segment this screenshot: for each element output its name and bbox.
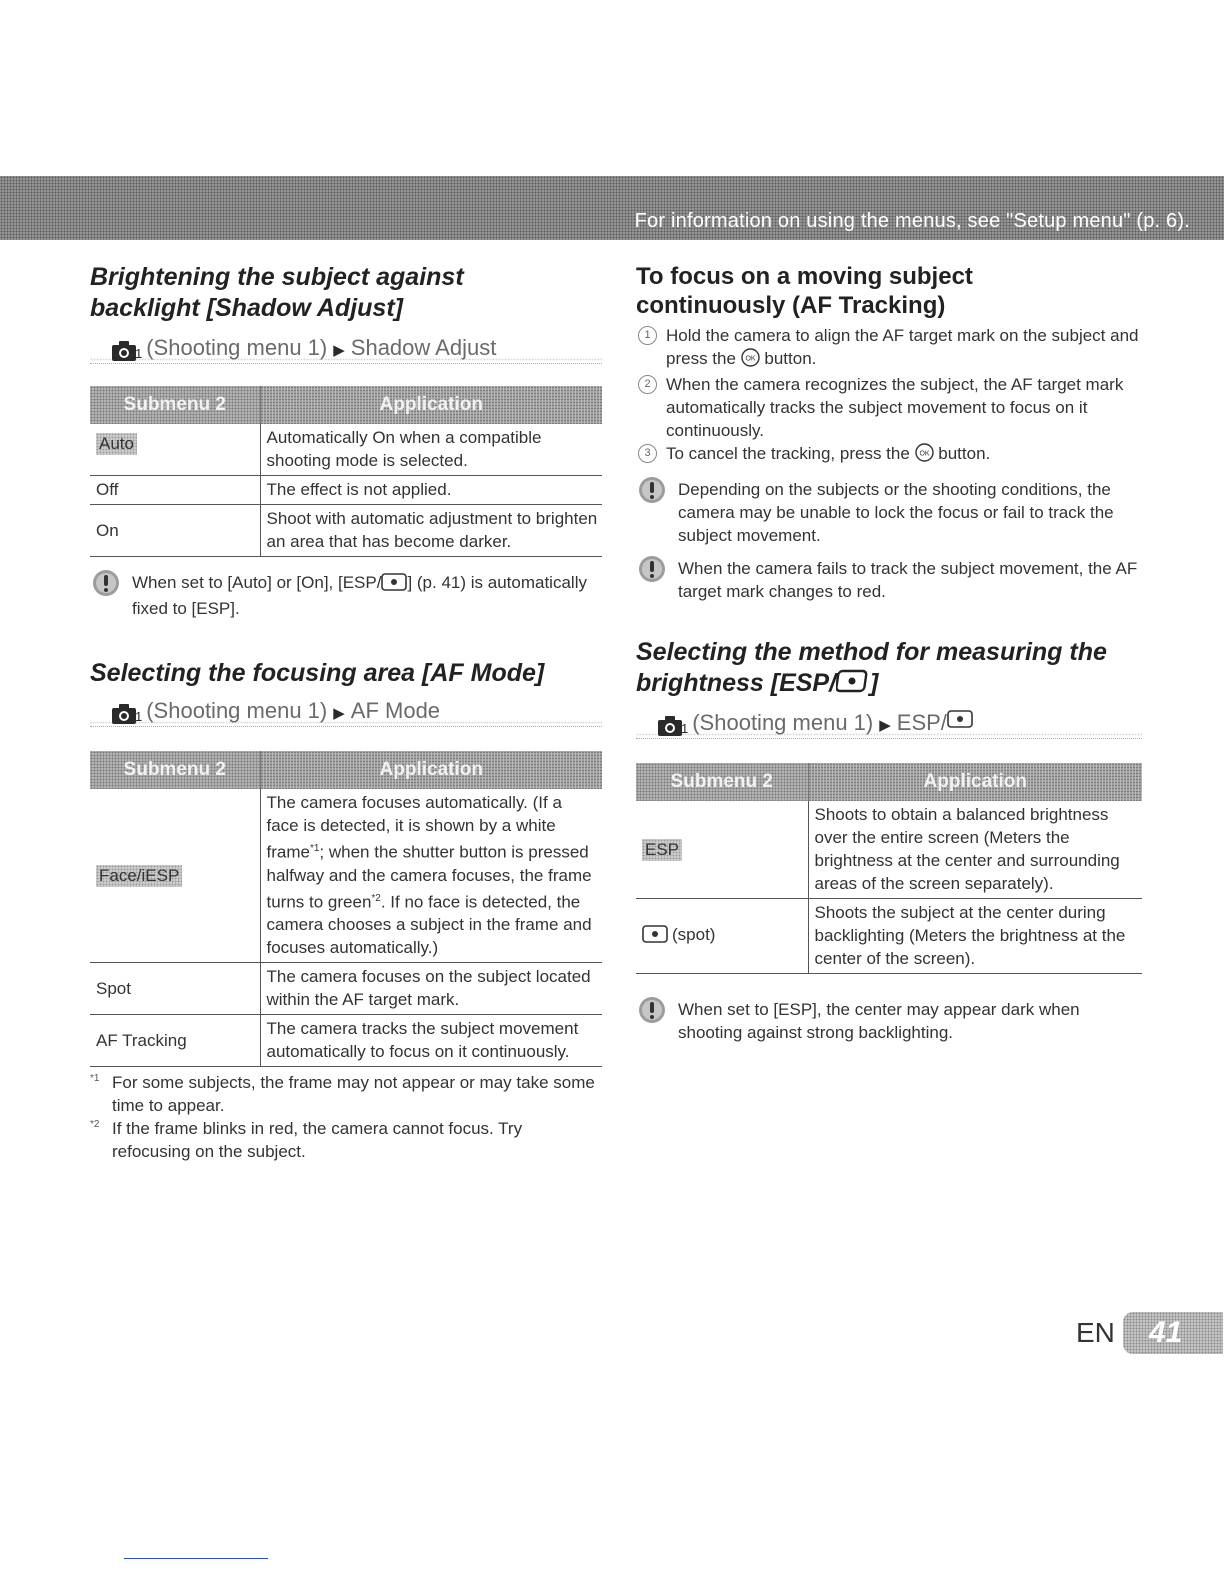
esp-title xyxy=(636,637,1142,701)
shadow-adjust-menu-path xyxy=(90,328,602,364)
submenu-af-tracking: AF Tracking xyxy=(90,1015,260,1067)
af-mode-menu-path xyxy=(90,691,602,727)
note-icon xyxy=(92,569,120,603)
title-line-2: brightness [ESP/ xyxy=(636,669,837,697)
header-submenu: Submenu 2 xyxy=(90,751,260,789)
app-text-2: ; when the shutter button is pressed halfway and the camera focuses, the frame turns to green xyxy=(266,842,592,912)
page-number-box xyxy=(1123,1312,1223,1354)
step-number: 2 xyxy=(638,375,657,394)
svg-text:OK: OK xyxy=(918,450,930,458)
af-tracking-title xyxy=(636,262,1142,320)
table-row xyxy=(90,963,602,1015)
submenu-spot-label: (spot) xyxy=(672,924,716,944)
step-text: Hold the camera to align the AF target mark on the subject and press the xyxy=(666,326,1139,368)
header-application: Application xyxy=(260,751,602,789)
application-text: The camera focuses on the subject located within the AF target mark. xyxy=(260,963,602,1015)
step-item xyxy=(636,373,1142,442)
menu-item-label: ESP/ xyxy=(896,710,947,735)
note-text-part1: When set to [Auto] or [On], [ESP/ xyxy=(132,573,382,592)
footnote-mark: *1 xyxy=(90,1073,100,1085)
step-text: To cancel the tracking, press the xyxy=(666,444,915,463)
application-text: Automatically On when a compatible shooting mode is selected. xyxy=(260,424,602,476)
af-mode-title: Selecting the focusing area [AF Mode] xyxy=(90,659,545,687)
svg-text:OK: OK xyxy=(745,355,756,363)
left-column xyxy=(90,262,602,1163)
submenu-off: Off xyxy=(90,476,260,505)
ok-button-icon xyxy=(915,443,934,468)
table-row xyxy=(90,424,602,476)
spot-metering-icon xyxy=(381,573,407,597)
title-line-2: backlight [Shadow Adjust] xyxy=(90,294,403,322)
spot-metering-icon xyxy=(947,708,973,734)
menu-number: 1 xyxy=(135,709,143,724)
esp-menu-path xyxy=(636,703,1142,739)
header-submenu: Submenu 2 xyxy=(636,763,808,801)
app-text-1: The camera focuses automatically. (If a face is detected, it is shown by a white frame xyxy=(266,793,562,862)
footnote xyxy=(90,1117,602,1163)
af-tracking-section xyxy=(636,262,1142,603)
footnotes xyxy=(90,1071,602,1163)
submenu-spot xyxy=(636,899,808,974)
menu-number: 1 xyxy=(681,721,689,736)
page-number xyxy=(1076,1312,1223,1354)
table-header-row xyxy=(90,386,602,424)
shadow-adjust-note xyxy=(90,571,602,620)
submenu-spot: Spot xyxy=(90,963,260,1015)
title-line-1: To focus on a moving subject xyxy=(636,263,973,290)
note-icon xyxy=(638,996,666,1030)
camera-icon xyxy=(112,341,142,361)
footnote-mark: *2 xyxy=(90,1119,100,1131)
bottom-divider xyxy=(124,1558,268,1559)
menu-path-label: (Shooting menu 1) xyxy=(146,698,328,723)
shadow-adjust-title xyxy=(90,262,602,324)
table-row xyxy=(90,789,602,963)
language-label: EN xyxy=(1076,1317,1115,1348)
header-application: Application xyxy=(260,386,602,424)
shadow-adjust-table xyxy=(90,386,602,557)
title-line-2: continuously (AF Tracking) xyxy=(636,292,946,319)
banner-text: For information on using the menus, see "Setup menu" (p. 6). xyxy=(634,210,1190,232)
step-text-end: button. xyxy=(933,444,991,463)
af-mode-table xyxy=(90,751,602,1067)
menu-path-label: (Shooting menu 1) xyxy=(146,335,328,360)
menu-path-label: (Shooting menu 1) xyxy=(692,710,874,735)
right-column xyxy=(636,262,1142,1044)
table-header-row xyxy=(636,763,1142,801)
footnote-text: If the frame blinks in red, the camera cannot focus. Try refocusing on the subject. xyxy=(112,1119,523,1162)
footnote-ref-2: *2 xyxy=(371,892,381,904)
note-text-part2: ] (p. 41) is automatically fixed to [ESP]. xyxy=(132,573,587,618)
af-mode-section xyxy=(90,658,602,1163)
esp-section xyxy=(636,637,1142,1044)
esp-table xyxy=(636,763,1142,974)
table-header-row xyxy=(90,751,602,789)
application-text: The effect is not applied. xyxy=(260,476,602,505)
submenu-esp: ESP xyxy=(642,839,682,861)
camera-icon xyxy=(112,704,142,724)
header-application: Application xyxy=(808,763,1142,801)
application-text: The camera tracks the subject movement automatically to focus on it continuously. xyxy=(260,1015,602,1067)
shadow-adjust-section xyxy=(90,262,602,620)
menu-item-label: AF Mode xyxy=(350,698,441,723)
steps-list xyxy=(636,324,1142,468)
table-row xyxy=(90,505,602,557)
application-text: Shoot with automatic adjustment to brighten an area that has become darker. xyxy=(260,505,602,557)
af-tracking-note xyxy=(636,557,1142,603)
footnote-ref-1: *1 xyxy=(309,843,320,854)
play-arrow-icon: ▶ xyxy=(879,717,891,734)
note-text: Depending on the subjects or the shooting conditions, the camera may be unable to lock the focus or fail to track the subject movement. xyxy=(678,480,1114,545)
table-row xyxy=(90,1015,602,1067)
step-number: 3 xyxy=(638,444,657,463)
note-icon xyxy=(638,476,666,510)
footnote xyxy=(90,1071,602,1117)
spot-metering-icon xyxy=(836,669,870,701)
application-text: Shoots to obtain a balanced brightness over the entire screen (Meters the brightness at the center and surrounding areas of the screen separately). xyxy=(808,801,1142,899)
play-arrow-icon: ▶ xyxy=(333,342,345,359)
submenu-on: On xyxy=(90,505,260,557)
step-text: When the camera recognizes the subject, the AF target mark automatically tracks the subject movement to focus on it continuously. xyxy=(666,375,1124,440)
submenu-auto: Auto xyxy=(96,433,137,455)
menu-item-label: Shadow Adjust xyxy=(350,335,497,360)
table-row xyxy=(636,801,1142,899)
header-submenu: Submenu 2 xyxy=(90,386,260,424)
note-text: When the camera fails to track the subject movement, the AF target mark changes to red. xyxy=(678,559,1138,601)
esp-note xyxy=(636,998,1142,1044)
menu-number: 1 xyxy=(135,346,143,361)
table-row xyxy=(636,899,1142,974)
application-text: Shoots the subject at the center during backlighting (Meters the brightness at the center of the screen). xyxy=(808,899,1142,974)
note-text: When set to [ESP], the center may appear dark when shooting against strong backlighting. xyxy=(678,1000,1080,1042)
app-text-3: . If no face is detected, the camera chooses a subject in the frame and focuses automatically.) xyxy=(266,892,592,958)
table-row xyxy=(90,476,602,505)
footnote-text: For some subjects, the frame may not appear or may take some time to appear. xyxy=(112,1073,595,1116)
note-icon xyxy=(638,555,666,589)
application-text xyxy=(260,789,602,963)
title-line-1: Brightening the subject against xyxy=(90,263,464,291)
title-line-1: Selecting the method for measuring the xyxy=(636,638,1107,666)
af-tracking-note xyxy=(636,478,1142,547)
top-banner xyxy=(0,176,1224,240)
step-item xyxy=(636,442,1142,468)
spot-metering-icon xyxy=(642,925,668,949)
step-number: 1 xyxy=(638,326,657,345)
step-text-end: button. xyxy=(759,349,817,368)
page-number-text: 41 xyxy=(1148,1316,1183,1349)
title-bracket: ] xyxy=(870,669,879,697)
play-arrow-icon: ▶ xyxy=(333,705,345,722)
camera-icon xyxy=(658,716,688,736)
step-item xyxy=(636,324,1142,373)
ok-button-icon xyxy=(741,348,760,373)
submenu-face-iesp: Face/iESP xyxy=(96,865,182,887)
